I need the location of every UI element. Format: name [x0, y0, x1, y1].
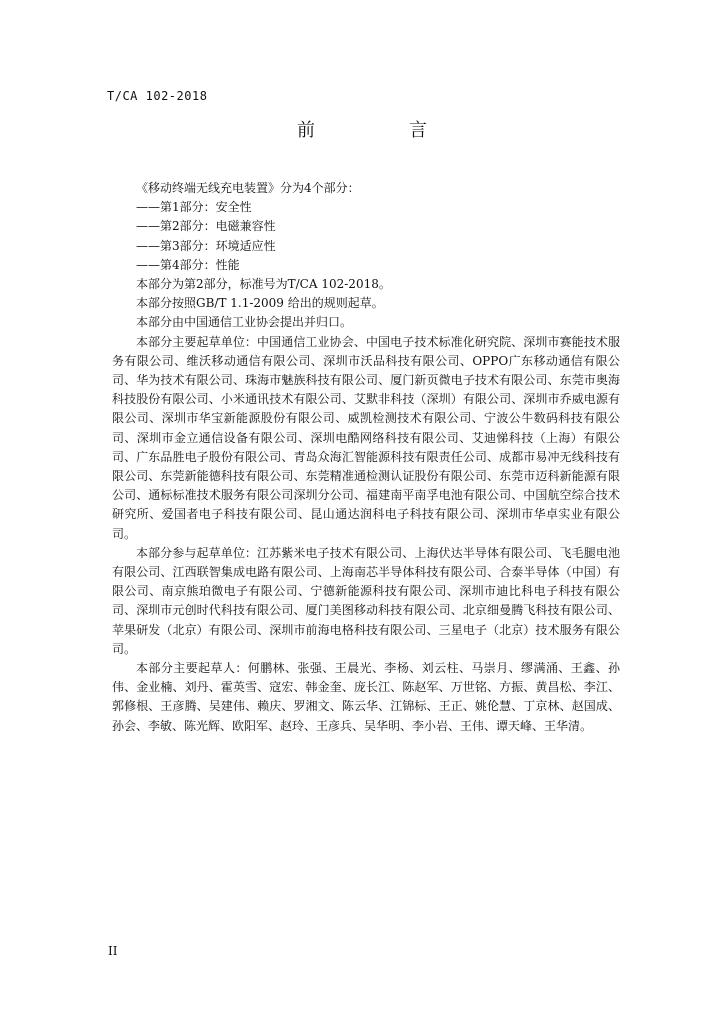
drafting-rules-statement: 本部分按照GB/T 1.1-2009 给出的规则起草。 [136, 296, 384, 311]
part-2-line: ——第2部分：电磁兼容性 [136, 219, 276, 234]
main-drafters-paragraph: 本部分主要起草人：何鹏林、张强、王晨光、李杨、刘云柱、马崇月、缪满涌、王鑫、孙伟、金业楠、刘丹、霍英雪、寇宏、韩金奎、庞长江、陈赵军、万世铭、方振、黄昌松、李江、郭修根、王彦腾、吴建伟、赖庆、罗湘文、陈云华、江锦标、王正、姚伦慧、丁京林、赵国成、孙会、李敏、陈光辉、欧阳军、赵玲、王彦兵、吴华明、李小岩、王伟、谭天峰、王华清。 [112, 661, 620, 733]
page-title: 前 言 [297, 120, 465, 141]
foreword-body [112, 179, 620, 736]
intro-line: 《移动终端无线充电装置》分为4个部分： [136, 181, 360, 195]
participating-units-paragraph: 本部分参与起草单位：江苏紫米电子技术有限公司、上海伏达半导体有限公司、飞毛腿电池有限公司、江西联智集成电路有限公司、上海南芯半导体科技有限公司、合泰半导体（中国）有限公司、南京熊珀微电子有限公司、宁德新能源科技有限公司、深圳市迪比科电子科技有限公司、深圳市元创时代科技有限公司、厦门美图移动科技有限公司、北京细曼腾飞科技有限公司、苹果研发（北京）有限公司、深圳市前海电格科技有限公司、三星电子（北京）技术服务有限公司。 [112, 545, 620, 656]
main-drafting-units-paragraph: 本部分主要起草单位：中国通信工业协会、中国电子技术标准化研究院、深圳市赛能技术服务有限公司、维沃移动通信有限公司、深圳市沃品科技有限公司、OPPO广东移动通信有限公司、华为技术有限公司、珠海市魅族科技有限公司、厦门新页微电子技术有限公司、东莞市奥海科技股份有限公司、小米通讯技术有限公司、艾默非科技（深圳）有限公司、深圳市乔威电源有限公司、深圳市华宝新能源股份有限公司、威凯检测技术有限公司、宁波公牛数码科技有限公司、深圳市金立通信设备有限公司、深圳电酷网络科技有限公司、艾迪悌科技（上海）有限公司、广东品胜电子股份有限公司、青岛众海汇智能源科技有限责任公司、成都市易冲无线科技有限公司、东莞新能德科技有限公司、东莞精准通检测认证股份有限公司、东莞市迈科新能源有限公司、通标标准技术服务有限公司深圳分公司、福建南平南孚电池有限公司、中国航空综合技术研究所、爱国者电子科技有限公司、昆山通达润科电子科技有限公司、深圳市华卓实业有限公司。 [112, 334, 620, 541]
part-number-statement: 本部分为第2部分，标准号为T/CA 102-2018。 [136, 277, 391, 292]
proposer-statement: 本部分由中国通信工业协会提出并归口。 [136, 315, 353, 330]
part-1-line: ——第1部分：安全性 [136, 200, 252, 215]
part-3-line: ——第3部分：环境适应性 [136, 238, 276, 253]
standard-code: T/CA 102-2018 [107, 89, 208, 103]
part-4-line: ——第4部分：性能 [136, 257, 240, 272]
page-number: II [108, 944, 118, 958]
